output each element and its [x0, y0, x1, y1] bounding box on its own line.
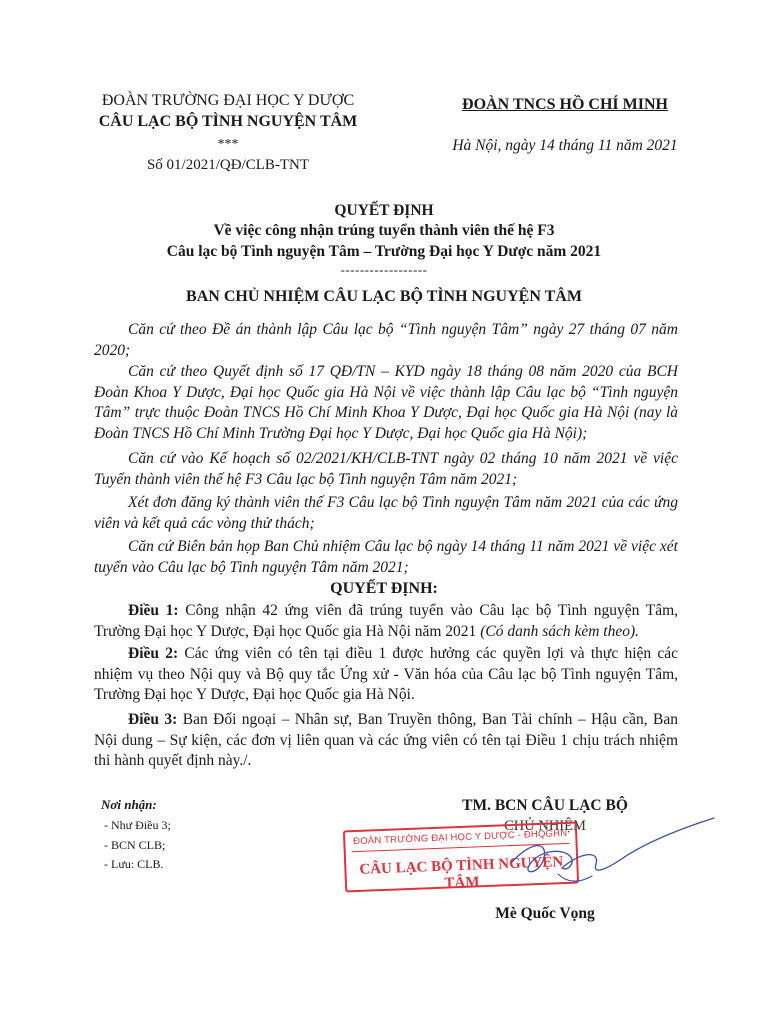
union-name: ĐOÀN TNCS HỒ CHÍ MINH	[462, 96, 668, 113]
document-title: QUYẾT ĐỊNH	[334, 202, 434, 219]
article-1-text: Công nhận 42 ứng viên đã trúng tuyển vào Câu lạc bộ Tình nguyện Tâm, Trường Đại học Y Dược, Đại học Quốc gia Hà Nội năm 2021	[94, 602, 679, 640]
recipient-item: - Như Điều 3;	[104, 818, 171, 832]
document-number: Số 01/2021/QĐ/CLB-TNT	[146, 157, 310, 173]
stamp-main-text: CÂU LẠC BỘ TÌNH NGUYỆN TÂM	[359, 854, 564, 892]
basis-5: Căn cứ Biên bản họp Ban Chủ nhiệm Câu lạc bộ ngày 14 tháng 11 năm 2021 về việc xét tuyển vào Câu lạc bộ Tình nguyện Tâm năm 2021;	[94, 538, 678, 576]
stamp-top-text: ĐOÀN TRƯỜNG ĐẠI HỌC Y DƯỢC - ĐHQGHN	[351, 828, 569, 852]
recipient-item: - Lưu: CLB.	[104, 857, 164, 871]
article-3-label: Điều 3:	[128, 711, 178, 728]
article-2-text: Các ứng viên có tên tại điều 1 được hưởng các quyền lợi và thực hiện các nhiệm vụ theo Nội quy và Bộ quy tắc Ứng xử - Văn hóa của Câu lạc bộ Tình nguyện Tâm, Trường Đại học Y Dược, Đại học Quốc gia Hà Nội.	[94, 645, 678, 703]
signature-on-behalf: TM. BCN CÂU LẠC BỘ	[462, 797, 628, 814]
basis-1: Căn cứ theo Đề án thành lập Câu lạc bộ “Tình nguyện Tâm” ngày 27 tháng 07 năm 2020;	[94, 321, 678, 359]
recipients-heading: Nơi nhận:	[101, 797, 157, 812]
article-1-note: (Có danh sách kèm theo).	[480, 622, 640, 640]
title-divider: ------------------	[340, 262, 428, 277]
basis-3: Căn cứ vào Kế hoạch số 02/2021/KH/CLB-TNT ngày 02 tháng 10 năm 2021 về việc Tuyển thành viên thế hệ F3 Câu lạc bộ Tình nguyện Tâm năm 2021;	[94, 450, 678, 488]
signature-position: CHỦ NHIỆM	[504, 818, 586, 834]
recipient-item: - BCN CLB;	[104, 838, 166, 852]
article-3	[94, 710, 678, 772]
signer-name: Mè Quốc Vọng	[495, 905, 595, 922]
header-stars: ***	[217, 137, 239, 152]
issuer-parent-org: ĐOÀN TRƯỜNG ĐẠI HỌC Y DƯỢC	[101, 92, 355, 109]
issuer-org: CÂU LẠC BỘ TÌNH NGUYỆN TÂM	[98, 113, 358, 130]
decision-heading: QUYẾT ĐỊNH:	[330, 580, 438, 597]
article-1	[94, 601, 678, 642]
article-3-text: Ban Đối ngoại – Nhân sự, Ban Truyền thông, Ban Tài chính – Hậu cần, Ban Nội dung – Sự kiện, các đơn vị liên quan và các ứng viên có tên tại Điều 1 chịu trách nhiệm thi hành quyết định này./.	[94, 711, 678, 769]
document-subject-line2: Câu lạc bộ Tình nguyện Tâm – Trường Đại học Y Dược năm 2021	[166, 243, 602, 260]
document-date: Hà Nội, ngày 14 tháng 11 năm 2021	[452, 137, 678, 154]
handwritten-signature	[500, 812, 720, 892]
document-subject-line1: Về việc công nhận trúng tuyển thành viên thế hệ F3	[213, 222, 555, 239]
article-2-label: Điều 2:	[128, 645, 179, 662]
basis-4: Xét đơn đăng ký thành viên thế F3 Câu lạc bộ Tình nguyện Tâm năm 2021 của các ứng viên và kết quả các vòng thử thách;	[94, 494, 678, 532]
article-2	[94, 644, 678, 706]
article-1-label: Điều 1:	[128, 602, 179, 619]
basis-2: Căn cứ theo Quyết định số 17 QĐ/TN – KYD ngày 18 tháng 08 năm 2020 của BCH Đoàn Khoa Y Dược, Đại học Quốc gia Hà Nội về việc thành lập Câu lạc bộ “Tình nguyện Tâm” trực thuộc Đoàn TNCS Hồ Chí Minh Khoa Y Dược, Đại học Quốc gia Hà Nội (nay là Đoàn TNCS Hồ Chí Minh Trường Đại học Y Dược, Đại học Quốc gia Hà Nội);	[94, 363, 678, 442]
issuing-authority: BAN CHỦ NHIỆM CÂU LẠC BỘ TÌNH NGUYỆN TÂM	[186, 288, 582, 305]
